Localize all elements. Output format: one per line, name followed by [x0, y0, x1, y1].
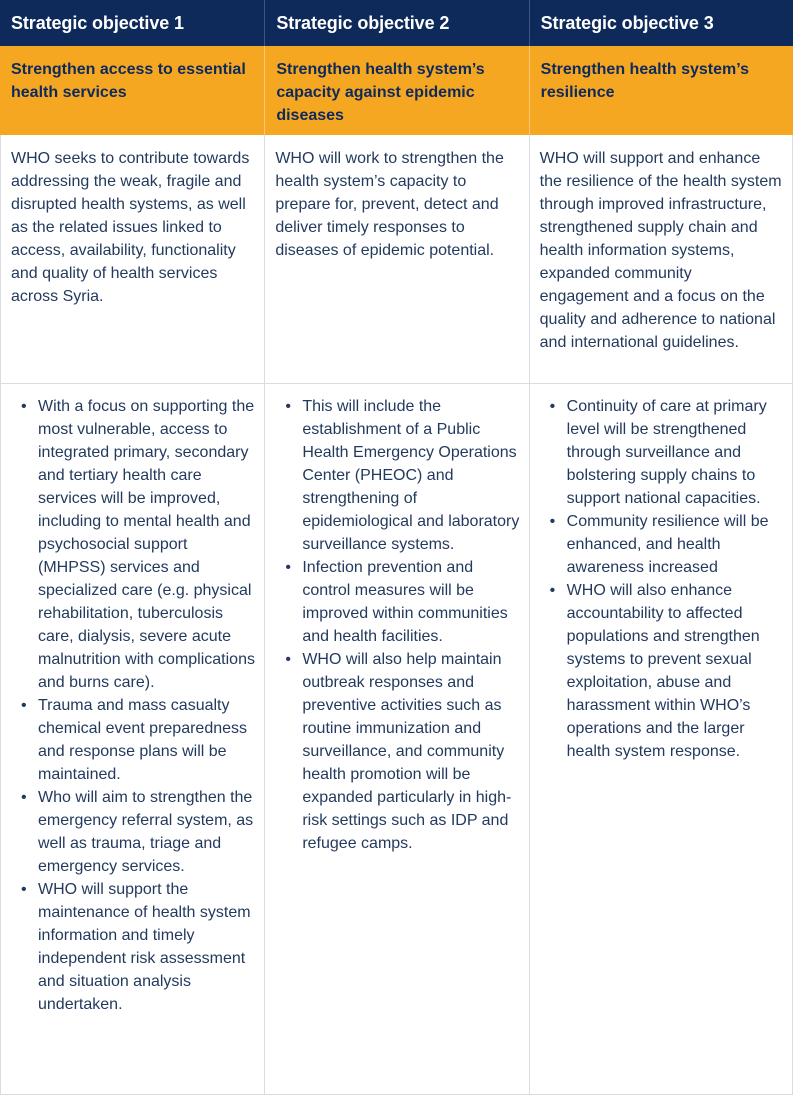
objective-1-heading: Strategic objective 1: [11, 13, 184, 33]
list-item: [540, 579, 786, 763]
subtitle-row: [0, 46, 793, 135]
objective-3-subtitle: Strengthen health system’s resilience: [529, 46, 793, 135]
bullet-text: WHO will support the maintenance of health system information and timely independent risk assessment and situation analysis undertaken.: [38, 881, 251, 1013]
bullet-icon: •: [285, 398, 291, 415]
objective-3-description: WHO will support and enhance the resilience of the health system through improved infrastructure, strengthened supply chain and health information systems, expanded community engagement and a focus on the quality and adherence to national and international guidelines.: [529, 135, 792, 383]
list-item: [11, 395, 258, 694]
objective-2-subtitle: Strengthen health system’s capacity against epidemic diseases: [264, 46, 528, 135]
bullet-text: WHO will also help maintain outbreak responses and preventive activities such as routine immunization and surveillance, and community health promotion will be expanded particularly in high-risk settings such as IDP and refugee camps.: [302, 651, 512, 852]
bullet-text: Who will aim to strengthen the emergency referral system, as well as trauma, triage and emergency services.: [38, 789, 254, 875]
bullet-icon: •: [21, 881, 27, 898]
list-item: [540, 510, 786, 579]
list-item: [275, 648, 522, 855]
objective-3-heading: Strategic objective 3: [529, 0, 793, 46]
bullet-list: [275, 395, 522, 855]
bullet-icon: •: [549, 513, 556, 530]
bullet-text: WHO will also enhance accountability to affected populations and strengthen systems to prevent sexual exploitation, abuse and harassment within WHO’s operations and the larger health system response.: [566, 582, 760, 760]
list-item: [11, 878, 258, 1016]
objective-1-description: WHO seeks to contribute towards addressing the weak, fragile and disrupted health systems, as well as the related issues linked to access, availability, functionality and quality of health services across Syria.: [11, 150, 250, 305]
list-item: [540, 395, 786, 510]
bullet-icon: •: [549, 398, 556, 415]
bullet-icon: •: [21, 398, 27, 415]
bullet-text: Community resilience will be enhanced, and health awareness increased: [566, 513, 769, 576]
list-item: [275, 556, 522, 648]
bullet-icon: •: [549, 582, 556, 599]
list-item: [11, 786, 258, 878]
bullet-text: Continuity of care at primary level will be strengthened through surveillance and bolstering supply chains to support national capacities.: [566, 398, 767, 507]
objective-2-heading: Strategic objective 2: [264, 0, 528, 46]
bullet-icon: •: [21, 697, 27, 714]
objective-2-bullets: [264, 384, 528, 1094]
objective-1-bullets: [1, 384, 264, 1094]
bullet-icon: •: [285, 559, 291, 576]
objective-1-subtitle: Strengthen access to essential health services: [11, 61, 246, 101]
objective-2-description: WHO will work to strengthen the health system’s capacity to prepare for, prevent, detect and deliver timely responses to diseases of epidemic potential.: [264, 135, 528, 383]
bullet-icon: •: [285, 651, 291, 668]
list-item: [11, 694, 258, 786]
bullet-text: This will include the establishment of a Public Health Emergency Operations Center (PHEOC) and strengthening of epidemiological and laboratory surveillance systems.: [302, 398, 520, 553]
bullet-text: Infection prevention and control measures will be improved within communities and health facilities.: [302, 559, 508, 645]
bullets-row: [0, 384, 793, 1095]
description-row: [0, 135, 793, 384]
bullet-list: [540, 395, 786, 763]
bullet-text: With a focus on supporting the most vulnerable, access to integrated primary, secondary and tertiary health care services will be improved, including to mental health and psychosocial support (MHPSS) services and specialized care (e.g. physical rehabilitation, tuberculosis care, dialysis, severe acute malnutrition with complications and burns care).: [38, 398, 255, 691]
objective-3-bullets: [529, 384, 792, 1094]
bullet-list: [11, 395, 258, 1016]
list-item: [275, 395, 522, 556]
bullet-icon: •: [21, 789, 27, 806]
bullet-text: Trauma and mass casualty chemical event preparedness and response plans will be maintained.: [38, 697, 248, 783]
header-row: [0, 0, 793, 46]
